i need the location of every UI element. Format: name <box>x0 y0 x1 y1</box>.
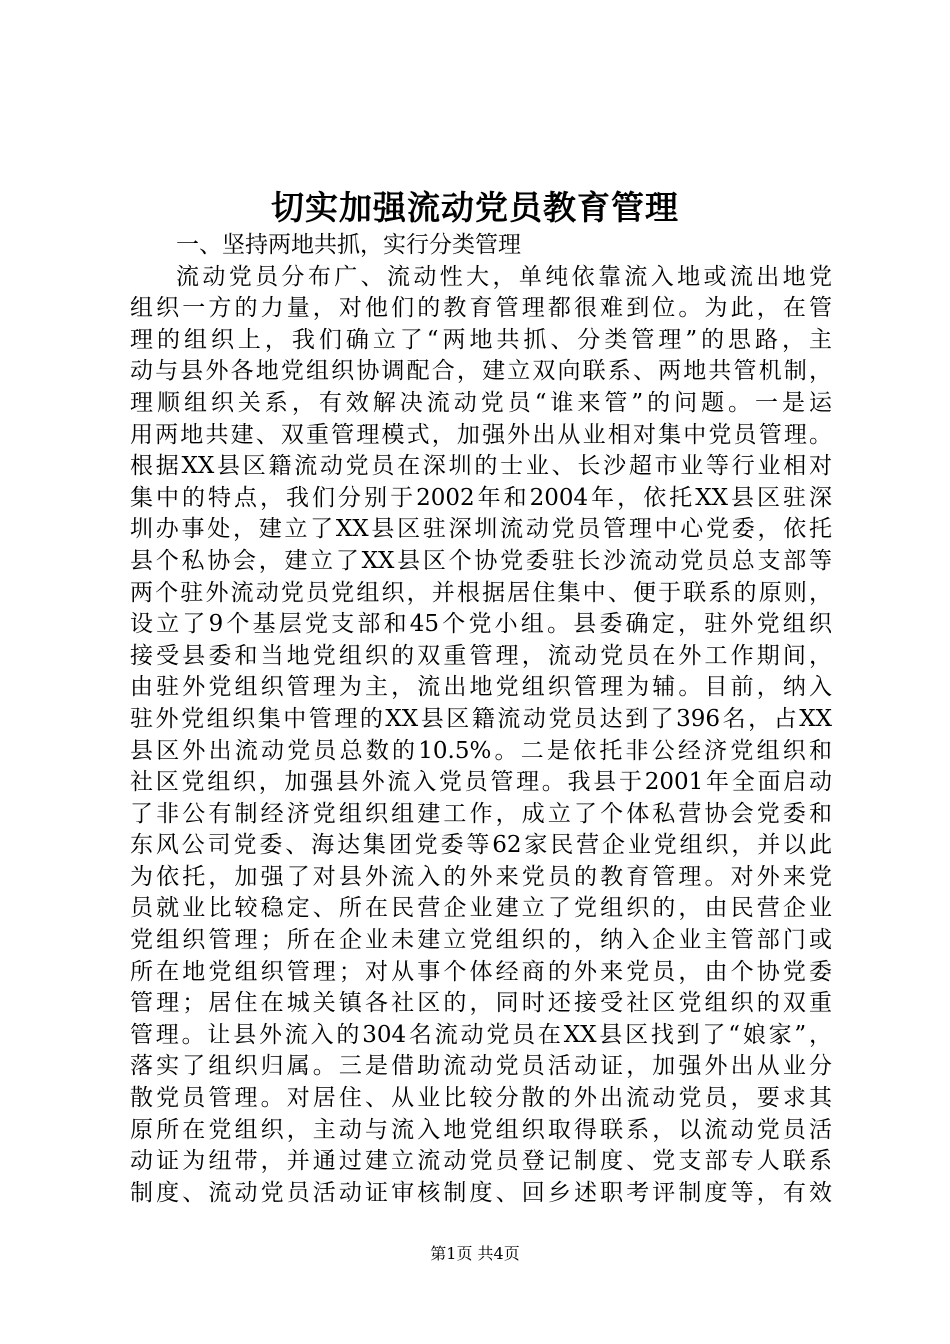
paragraph-line: 理顺组织关系，有效解决流动党员“谁来管”的问题。一是运 <box>130 389 832 416</box>
paragraph-line: 县区外出流动党员总数的10.5%。二是依托非公经济党组织和 <box>130 737 832 764</box>
paragraph-line: 原所在党组织，主动与流入地党组织取得联系，以流动党员活 <box>130 1116 832 1143</box>
paragraph-line: 管理；居住在城关镇各社区的，同时还接受社区党组织的双重 <box>130 990 832 1017</box>
paragraph-line: 驻外党组织集中管理的XX县区籍流动党员达到了396名，占XX <box>130 705 832 732</box>
paragraph-line: 县个私协会，建立了XX县区个协党委驻长沙流动党员总支部等 <box>130 547 832 574</box>
paragraph-line: 落实了组织归属。三是借助流动党员活动证，加强外出从业分 <box>130 1053 832 1080</box>
paragraph-line: 理的组织上，我们确立了“两地共抓、分类管理”的思路，主 <box>130 326 832 353</box>
paragraph-line: 社区党组织，加强县外流入党员管理。我县于2001年全面启动 <box>130 769 832 796</box>
paragraph-line: 员就业比较稳定、所在民营企业建立了党组织的，由民营企业 <box>130 895 832 922</box>
paragraph-line: 为依托，加强了对县外流入的外来党员的教育管理。对外来党 <box>130 863 832 890</box>
document-title: 切实加强流动党员教育管理 <box>271 188 679 227</box>
paragraph-line: 两个驻外流动党员党组织，并根据居住集中、便于联系的原则， <box>130 579 832 606</box>
paragraph-line: 所在地党组织管理；对从事个体经商的外来党员，由个协党委 <box>130 958 832 985</box>
paragraph-line: 设立了9个基层党支部和45个党小组。县委确定，驻外党组织 <box>130 611 832 638</box>
section-heading: 一、坚持两地共抓，实行分类管理 <box>176 232 521 258</box>
paragraph-line: 党组织管理；所在企业未建立党组织的，纳入企业主管部门或 <box>130 927 832 954</box>
paragraph-line: 流动党员分布广、流动性大，单纯依靠流入地或流出地党 <box>176 263 832 290</box>
paragraph-line: 根据XX县区籍流动党员在深圳的士业、长沙超市业等行业相对 <box>130 453 832 480</box>
paragraph-line: 圳办事处，建立了XX县区驻深圳流动党员管理中心党委，依托 <box>130 516 832 543</box>
paragraph-line: 组织一方的力量，对他们的教育管理都很难到位。为此，在管 <box>130 295 832 322</box>
paragraph-line: 集中的特点，我们分别于2002年和2004年，依托XX县区驻深 <box>130 484 832 511</box>
paragraph-line: 东风公司党委、海达集团党委等62家民营企业党组织，并以此 <box>130 832 832 859</box>
document-body <box>130 230 832 1209</box>
paragraph-line: 由驻外党组织管理为主，流出地党组织管理为辅。目前，纳入 <box>130 674 832 701</box>
paragraph-line: 接受县委和当地党组织的双重管理，流动党员在外工作期间， <box>130 642 832 669</box>
paragraph-line: 动证为纽带，并通过建立流动党员登记制度、党支部专人联系 <box>130 1148 832 1175</box>
paragraph-line: 制度、流动党员活动证审核制度、回乡述职考评制度等，有效 <box>130 1179 832 1206</box>
paragraph-line: 散党员管理。对居住、从业比较分散的外出流动党员，要求其 <box>130 1085 832 1112</box>
paragraph-line: 动与县外各地党组织协调配合，建立双向联系、两地共管机制， <box>130 358 832 385</box>
paragraph-line: 了非公有制经济党组织组建工作，成立了个体私营协会党委和 <box>130 800 832 827</box>
page-footer: 第1页 共4页 <box>430 1244 520 1263</box>
paragraph-line: 管理。让县外流入的304名流动党员在XX县区找到了“娘家”， <box>130 1021 832 1048</box>
paragraph-line: 用两地共建、双重管理模式，加强外出从业相对集中党员管理。 <box>130 421 832 448</box>
